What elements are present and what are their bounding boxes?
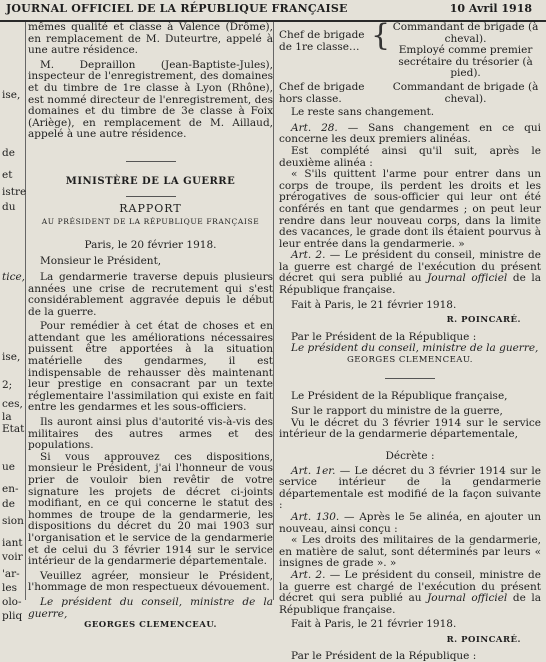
left-fragment: istre: [2, 187, 26, 199]
middle-column: [28, 22, 274, 600]
grade-role: Employé comme premier secrétaire du trésorier (à pied).: [390, 45, 541, 80]
grade-label: Chef de brigade hors classe.: [279, 80, 371, 105]
article-text: — Après le 5e alinéa, en ajouter un nouveau, ainsi conçu :: [279, 511, 541, 535]
article: [279, 466, 541, 512]
left-fragment: de: [2, 499, 15, 511]
paragraph: Le reste sans changement.: [279, 107, 541, 119]
article-label: Art. 130.: [291, 511, 339, 523]
article: [279, 512, 541, 535]
paragraph: Par le Président de la République :: [279, 332, 541, 344]
paragraph: Veuillez agréer, monsieur le Président, l'hommage de mon respectueux dévouement.: [28, 571, 273, 594]
paragraph: Par le Président de la République :: [279, 651, 541, 662]
article-text: — Sans changement en ce qui concerne les deux premiers alinéas.: [279, 122, 541, 146]
dateline: Fait à Paris, le 21 février 1918.: [279, 300, 541, 312]
article-label: Art. 1er.: [291, 465, 336, 477]
article-label: Art. 2.: [291, 249, 325, 261]
article: [279, 250, 541, 296]
paragraph: Sur le rapport du ministre de la guerre,: [279, 406, 541, 418]
paragraph: Si vous approuvez ces dispositions, monsieur le Président, j'ai l'honneur de vous prier de vouloir bien revêtir de votre signature les projets de décret ci-joints modifiant, en ce qui concerne le statut des hommes de troupe de la gendarmerie, les dispositions du décret du 20 mai 1903 sur l'organisation et le service de la gendarmerie et de celui du 3 février 1914 sur le service intérieur de la gendarmerie départementale.: [28, 452, 273, 568]
quotation: « Les droits des militaires de la gendarmerie, en matière de salut, sont déterminés par leurs « insignes de grade ». »: [279, 535, 541, 570]
paragraph: M. Depraillon (Jean-Baptiste-Jules), inspecteur de l'enregistrement, des domaines et du timbre de 1re classe à Lyon (Rhône), est nommé directeur de l'enregistrement, des domaines et du timbre de 3e classe à Foix (Ariège), en remplacement de M. Aillaud, appelé à une autre résidence.: [28, 60, 273, 141]
decree-heading: Décrète :: [279, 451, 541, 463]
grade-role: Commandant de brigade (à cheval).: [390, 22, 541, 45]
left-fragment: 2;: [2, 380, 12, 392]
article-text: de la République française.: [279, 272, 541, 296]
signature: GEORGES CLEMENCEAU.: [279, 355, 541, 367]
paragraph: Pour remédier à cet état de choses et en attendant que les améliorations nécessaires puissent être apportées à la situation matérielle des gendarmes, il est indispensable de rehausser dès maintenant leur prestige en consacrant par un texte réglementaire l'assimilation qui existe en fait entre les gendarmes et les sous-officiers.: [28, 321, 273, 414]
paragraph: La gendarmerie traverse depuis plusieurs années une crise de recrutement qui s'est considérablement aggravée depuis le début de la guerre.: [28, 272, 273, 318]
grade-label: Chef de brigade de 1re classe…: [279, 22, 371, 80]
left-fragment: voir: [2, 552, 23, 564]
left-fragment: en-: [2, 484, 19, 496]
left-fragment: ise,: [2, 90, 20, 102]
paragraph: mêmes qualité et classe à Valence (Drôme), en remplacement de M. Duteurtre, appelé à une autre résidence.: [28, 22, 273, 57]
left-fragment: les: [2, 583, 17, 595]
left-fragment: la: [2, 412, 12, 424]
dateline: Paris, le 20 février 1918.: [28, 240, 273, 252]
journal-title: JOURNAL OFFICIEL DE LA RÉPUBLIQUE FRANÇAISE: [6, 3, 348, 15]
article-label: Art. 28.: [291, 122, 338, 134]
left-fragment: ise,: [2, 352, 20, 364]
paragraph: Le Président de la République française,: [279, 391, 541, 403]
report-title: RAPPORT: [28, 203, 273, 215]
left-fragment: ces,: [2, 399, 23, 411]
left-fragment: 'ar-: [2, 569, 20, 581]
right-column: [279, 22, 541, 600]
article-text: de la République française.: [279, 592, 541, 616]
signoff: Le président du conseil, ministre de la guerre,: [279, 343, 541, 355]
paragraph: Vu le décret du 3 février 1914 sur le service intérieur de la gendarmerie départementale,: [279, 418, 541, 441]
grade-role: Commandant de brigade (à cheval).: [390, 80, 541, 105]
page-header: [0, 0, 546, 22]
article-text: — Le président du conseil, ministre de la guerre est chargé de l'exécution du présent décret qui sera publié au: [279, 249, 541, 284]
left-fragment: Etat: [2, 424, 24, 436]
dateline: Fait à Paris, le 21 février 1918.: [279, 619, 541, 631]
left-fragment: pliq: [2, 611, 22, 623]
paragraph: Ils auront ainsi plus d'autorité vis-à-vis des militaires des autres armes et des populations.: [28, 417, 273, 452]
journal-reference: Journal officiel: [427, 272, 507, 284]
left-fragment: iant: [2, 538, 23, 550]
grade-table: [279, 22, 541, 105]
quotation: « S'ils quittent l'arme pour entrer dans un corps de troupe, ils perdent les droits et les prérogatives de sous-officier qui leur ont été conférés en tant que gendarmes ; on peut leur rendre dans leur nouveau corps, dans la limite des vacances, le grade dont ils étaient pourvus à leur entrée dans la gendarmerie. »: [279, 169, 541, 250]
left-fragment: et: [2, 170, 12, 182]
article-text: — Le décret du 3 février 1914 sur le service intérieur de la gendarmerie départementale est modifié de la façon suivante :: [279, 465, 541, 512]
issue-date: 10 Avril 1918: [450, 3, 532, 15]
report-subtitle: AU PRÉSIDENT DE LA RÉPUBLIQUE FRANÇAISE: [28, 216, 273, 228]
article-text: — Le président du conseil, ministre de la guerre est chargé de l'exécution du présent décret qui sera publié au: [279, 569, 541, 604]
signoff: Le président du conseil, ministre de la guerre,: [28, 597, 273, 620]
paragraph: Est complété ainsi qu'il suit, après le deuxième alinéa :: [279, 146, 541, 169]
brace: {: [371, 22, 390, 80]
left-column-fragment: [0, 22, 26, 600]
left-fragment: olo-: [2, 597, 22, 609]
journal-reference: Journal officiel: [427, 592, 507, 604]
left-fragment: tice,: [2, 272, 25, 284]
left-fragment: sion: [2, 516, 24, 528]
article: [279, 570, 541, 616]
left-fragment: ue: [2, 462, 15, 474]
signature: R. POINCARÉ.: [279, 635, 541, 647]
article-label: Art. 2.: [291, 569, 325, 581]
left-fragment: du: [2, 202, 15, 214]
signature: R. POINCARÉ.: [279, 315, 541, 327]
salutation: Monsieur le Président,: [28, 256, 273, 268]
section-heading: MINISTÈRE DE LA GUERRE: [28, 176, 273, 188]
signature: GEORGES CLEMENCEAU.: [28, 620, 273, 632]
left-fragment: de: [2, 148, 15, 160]
article: [279, 123, 541, 146]
